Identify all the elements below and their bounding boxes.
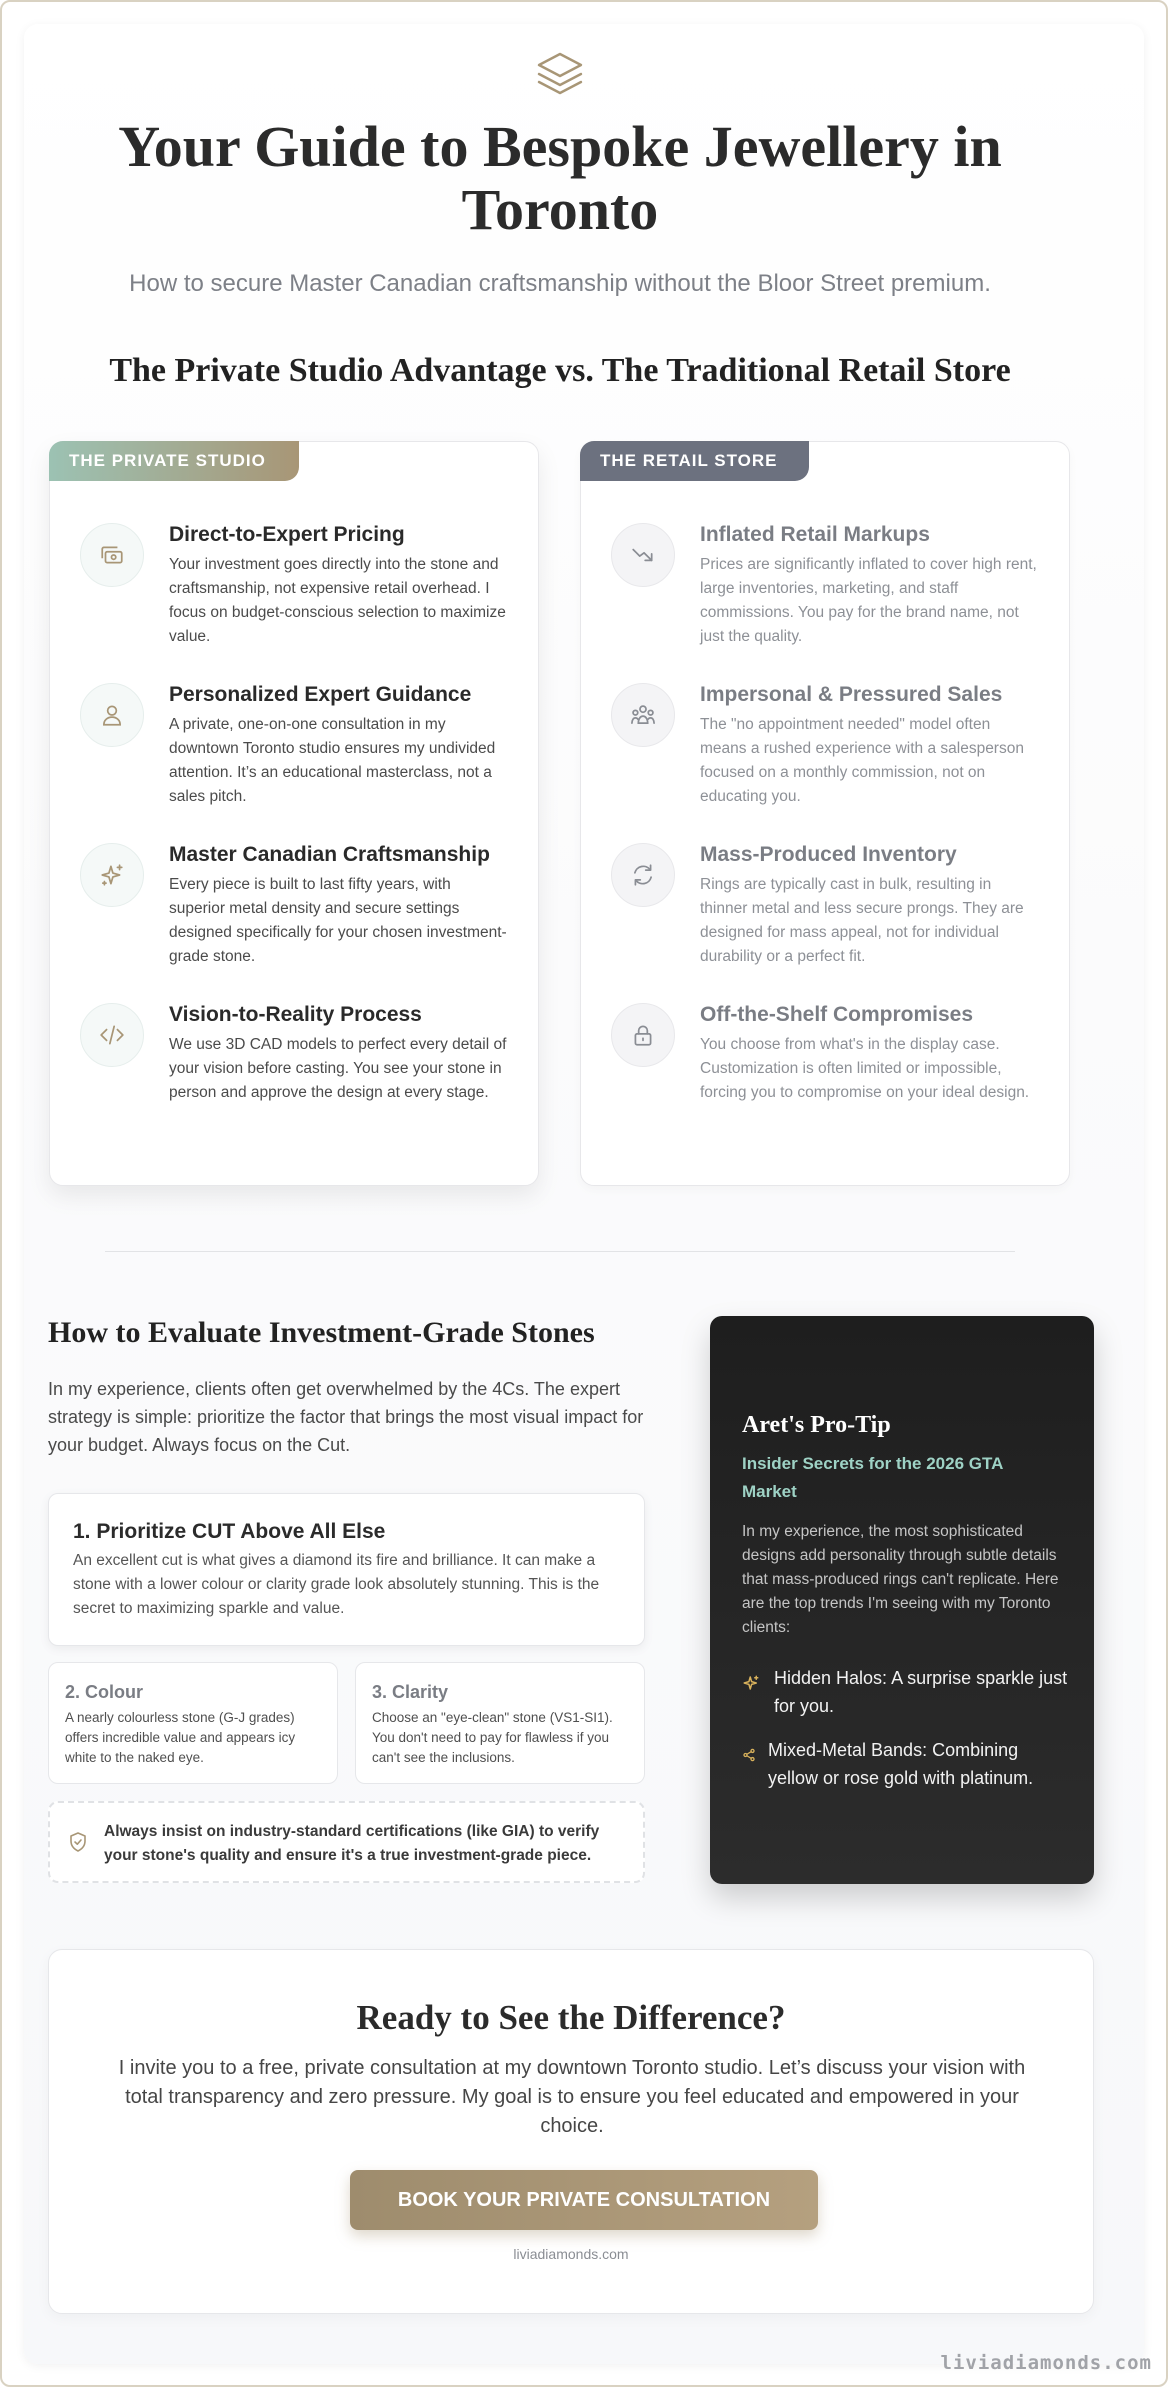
colour-card <box>48 1662 338 1784</box>
certification-note <box>48 1801 645 1883</box>
shield-check-icon <box>66 1830 90 1854</box>
retail-store-card <box>580 441 1070 1186</box>
feature-title: Vision-to-Reality Process <box>169 1003 422 1026</box>
retail-feature <box>611 1003 1045 1153</box>
feature-title: Impersonal & Pressured Sales <box>700 683 1003 706</box>
trend-text: Mixed-Metal Bands: Combining yellow or rose gold with platinum. <box>768 1740 1034 1788</box>
cut-card <box>48 1493 645 1646</box>
feature-text: A private, one-on-one consultation in my downtown Toronto studio ensures my undivided attention. It’s an educational masterclass, not a sales pitch. <box>169 716 496 805</box>
pro-tip-panel <box>710 1316 1094 1884</box>
clarity-title: 3. Clarity <box>372 1682 449 1702</box>
feature-title: Mass-Produced Inventory <box>700 843 957 866</box>
section-divider <box>105 1251 1015 1252</box>
refresh-icon <box>611 843 675 907</box>
private-studio-card <box>49 441 539 1186</box>
book-consultation-button[interactable]: BOOK YOUR PRIVATE CONSULTATION <box>350 2170 818 2230</box>
layers-icon <box>535 48 585 98</box>
share-nodes-icon <box>742 1748 756 1762</box>
retail-store-label: THE RETAIL STORE <box>580 441 809 481</box>
pro-tip-text: In my experience, the most sophisticated designs add personality through subtle details that mass-produced rings can't replicate. Here are the top trends I'm seeing with my Toronto clients: <box>742 1523 1059 1636</box>
pro-tip-subtitle: Insider Secrets for the 2026 GTA Market <box>742 1454 1003 1501</box>
pro-tip-title: Aret's Pro-Tip <box>742 1412 891 1438</box>
code-icon <box>80 1003 144 1067</box>
colour-title: 2. Colour <box>65 1682 144 1702</box>
user-icon <box>80 683 144 747</box>
users-icon <box>611 683 675 747</box>
colour-text: A nearly colourless stone (G-J grades) offers incredible value and appears icy white to the naked eye. <box>65 1710 296 1765</box>
retail-feature <box>611 523 1045 673</box>
cta-title: Ready to See the Difference? <box>356 1998 786 2037</box>
studio-feature <box>80 1003 514 1153</box>
cta-domain-link[interactable]: liviadiamonds.com <box>513 2246 629 2262</box>
feature-title: Inflated Retail Markups <box>700 523 930 546</box>
lock-icon <box>611 1003 675 1067</box>
cta-text: I invite you to a free, private consultation at my downtown Toronto studio. Let’s discuss your vision with total transparency and zero pressure. My goal is to ensure you feel educated and empowered in your choice. <box>118 2057 1026 2137</box>
feature-text: Every piece is built to last fifty years, with superior metal density and secure settings designed specifically for your chosen investment-grade stone. <box>169 876 507 965</box>
studio-feature <box>80 683 514 833</box>
feature-text: Rings are typically cast in bulk, resulting in thinner metal and less secure prongs. They are designed for mass appeal, not for individual durability or a perfect fit. <box>700 876 1024 965</box>
sparkle-icon <box>742 1674 760 1692</box>
feature-text: Your investment goes directly into the stone and craftsmanship, not expensive retail overhead. I focus on budget-conscious selection to maximize value. <box>169 556 506 645</box>
private-studio-label: THE PRIVATE STUDIO <box>49 441 299 481</box>
retail-feature <box>611 683 1045 833</box>
studio-feature <box>80 523 514 673</box>
feature-title: Personalized Expert Guidance <box>169 683 472 706</box>
feature-text: We use 3D CAD models to perfect every detail of your vision before casting. You see your stone in person and approve the design at every stage. <box>169 1036 507 1101</box>
cut-title: 1. Prioritize CUT Above All Else <box>73 1520 386 1543</box>
trend-text: Hidden Halos: A surprise sparkle just for you. <box>774 1668 1068 1716</box>
studio-feature <box>80 843 514 993</box>
page-subtitle: How to secure Master Canadian craftsmanship without the Bloor Street premium. <box>129 270 991 297</box>
feature-title: Direct-to-Expert Pricing <box>169 523 405 546</box>
feature-text: You choose from what's in the display case. Customization is often limited or impossible, forcing you to compromise on your ideal design. <box>700 1036 1030 1101</box>
money-icon <box>80 523 144 587</box>
cta-card <box>48 1949 1094 2314</box>
feature-title: Master Canadian Craftsmanship <box>169 843 490 866</box>
feature-text: Prices are significantly inflated to cover high rent, large inventories, marketing, and staff commissions. You pay for the brand name, not just the quality. <box>700 556 1037 645</box>
clarity-card <box>355 1662 645 1784</box>
clarity-text: Choose an "eye-clean" stone (VS1-SI1). You don't need to pay for flawless if you can't see the inclusions. <box>372 1710 613 1765</box>
sparkles-icon <box>80 843 144 907</box>
page-title: Your Guide to Bespoke Jewellery in Toronto <box>118 114 1002 242</box>
feature-title: Off-the-Shelf Compromises <box>700 1003 974 1026</box>
cut-text: An excellent cut is what gives a diamond its fire and brilliance. It can make a stone with a lower colour or clarity grade look absolutely stunning. This is the secret to maximizing sparkle and value. <box>73 1552 600 1617</box>
retail-feature <box>611 843 1045 993</box>
trending-down-icon <box>611 523 675 587</box>
evaluation-title: How to Evaluate Investment-Grade Stones <box>48 1316 595 1349</box>
feature-text: The "no appointment needed" model often means a rushed experience with a salesperson focused on a monthly commission, not on educating you. <box>700 716 1024 805</box>
watermark: liviadiamonds.com <box>940 2352 1152 2374</box>
evaluation-intro: In my experience, clients often get overwhelmed by the 4Cs. The expert strategy is simple: prioritize the factor that brings the most visual impact for your budget. Always focus on the Cut. <box>48 1379 644 1455</box>
certification-text: Always insist on industry-standard certifications (like GIA) to verify your stone's quality and ensure it's a true investment-grade piece. <box>104 1823 600 1864</box>
comparison-title: The Private Studio Advantage vs. The Traditional Retail Store <box>109 352 1011 389</box>
